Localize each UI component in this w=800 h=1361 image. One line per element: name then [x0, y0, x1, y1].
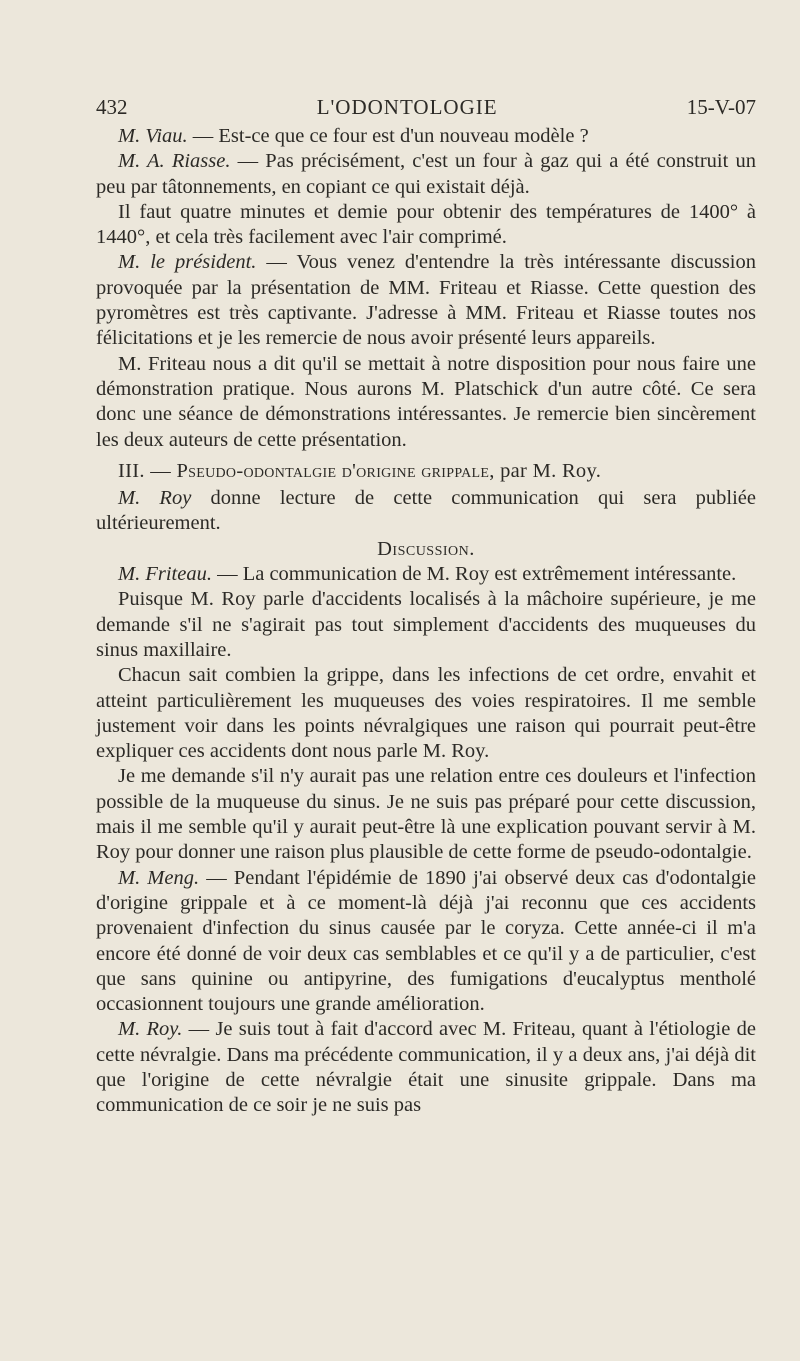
- page-number: 432: [96, 95, 128, 119]
- paragraph-text: Il faut quatre minutes et demie pour obtenir des températures de 1400° à 1440°, et cela très facilement avec l'air comprimé.: [96, 200, 756, 249]
- paragraph: [96, 587, 756, 663]
- item-author: par M. Roy.: [494, 459, 602, 482]
- issue-date: 15-V-07: [686, 95, 756, 119]
- paragraph: [96, 866, 756, 1018]
- body-text: [96, 124, 756, 1119]
- journal-title: L'ODONTOLOGIE: [316, 95, 498, 119]
- paragraph-text: — Pas précisément, c'est un four à gaz qui a été construit un peu par tâtonnements, en copiant ce qui existait déjà.: [96, 150, 756, 198]
- paragraph: [96, 663, 756, 764]
- paragraph-text: donne lecture de cette communication qui sera publiée ultérieurement.: [96, 487, 756, 535]
- running-header: [96, 90, 756, 124]
- paragraph-text: Je me demande s'il n'y aurait pas une relation entre ces douleurs et l'infection possible de la muqueuse du sinus. Je ne suis pas préparé pour cette discussion, mais il me semble qu'il y aurait peut-être là une explication pouvant servir à M. Roy pour donner une raison plus plausible de cette forme de pseudo-odontalgie.: [96, 765, 756, 864]
- agenda-item-heading: [96, 459, 756, 484]
- speaker-name: M. le président.: [118, 251, 257, 274]
- paragraph-text: — La communication de M. Roy est extrêmement intéressante.: [211, 563, 737, 586]
- paragraph-text: — Je suis tout à fait d'accord avec M. Friteau, quant à l'étiologie de cette névralgie. Dans ma précédente communication, il y a deux ans, j'ai déjà dit que l'origine de cette névralgie était une sinusite grippale. Dans ma communication de ce soir je ne suis pas: [96, 1018, 756, 1117]
- paragraph-text: — Vous venez d'entendre la très intéressante discussion provoquée par la présentation de MM. Friteau et Riasse. Cette question des pyromètres est très captivante. J'adresse à MM. Friteau et Riasse toutes nos félicitations et je les remercie de nous avoir présenté leurs appareils.: [96, 251, 756, 350]
- speaker-name: M. Roy: [118, 487, 192, 510]
- paragraph-text: M. Friteau nous a dit qu'il se mettait à notre disposition pour nous faire une démonstration pratique. Nous aurons M. Platschick d'un autre côté. Ce sera donc une séance de démonstrations intéressantes. Je remercie bien sincèrement les deux auteurs de cette présentation.: [96, 352, 756, 451]
- section-heading: Discussion.: [377, 537, 475, 560]
- speaker-name: M. A. Riasse.: [118, 150, 231, 173]
- item-title: — Pseudo-odontalgie d'origine grippale,: [144, 459, 495, 482]
- paragraph: [96, 1017, 756, 1118]
- paragraph: [96, 149, 756, 200]
- paragraph: [96, 124, 756, 149]
- paragraph: [96, 486, 756, 537]
- paragraph: [96, 764, 756, 865]
- speaker-name: M. Roy.: [118, 1018, 183, 1041]
- item-number: III.: [118, 459, 145, 482]
- paragraph: [96, 250, 756, 351]
- paragraph: [96, 562, 756, 587]
- paragraph: [96, 352, 756, 453]
- paragraph-text: Puisque M. Roy parle d'accidents localisés à la mâchoire supérieure, je me demande s'il ne s'agirait pas tout simplement d'accidents des muqueuses du sinus maxillaire.: [96, 588, 756, 661]
- paragraph-text: — Est-ce que ce four est d'un nouveau modèle ?: [187, 125, 589, 147]
- paragraph-text: — Pendant l'épidémie de 1890 j'ai observé deux cas d'odontalgie d'origine grippale et à ce moment-là déjà j'ai reconnu que ces accidents provenaient d'infection du sinus causée par le coryza. Cette année-ci il m'a encore été donné de voir deux cas semblables et ce qu'il y a de particulier, c'est que sans quinine ou antipyrine, des fumigations d'eucalyptus mentholé occasionnent toujours une grande amélioration.: [96, 866, 756, 1016]
- speaker-name: M. Meng.: [118, 866, 200, 889]
- paragraph: [96, 200, 756, 251]
- speaker-name: M. Friteau.: [118, 563, 212, 586]
- speaker-name: M. Viau.: [118, 125, 188, 147]
- paragraph-text: Chacun sait combien la grippe, dans les infections de cet ordre, envahit et atteint particulièrement les muqueuses des voies respiratoires. Il me semble justement voir dans les points névralgiques une raison qui pourrait peut-être expliquer ces accidents dont nous parle M. Roy.: [96, 664, 756, 763]
